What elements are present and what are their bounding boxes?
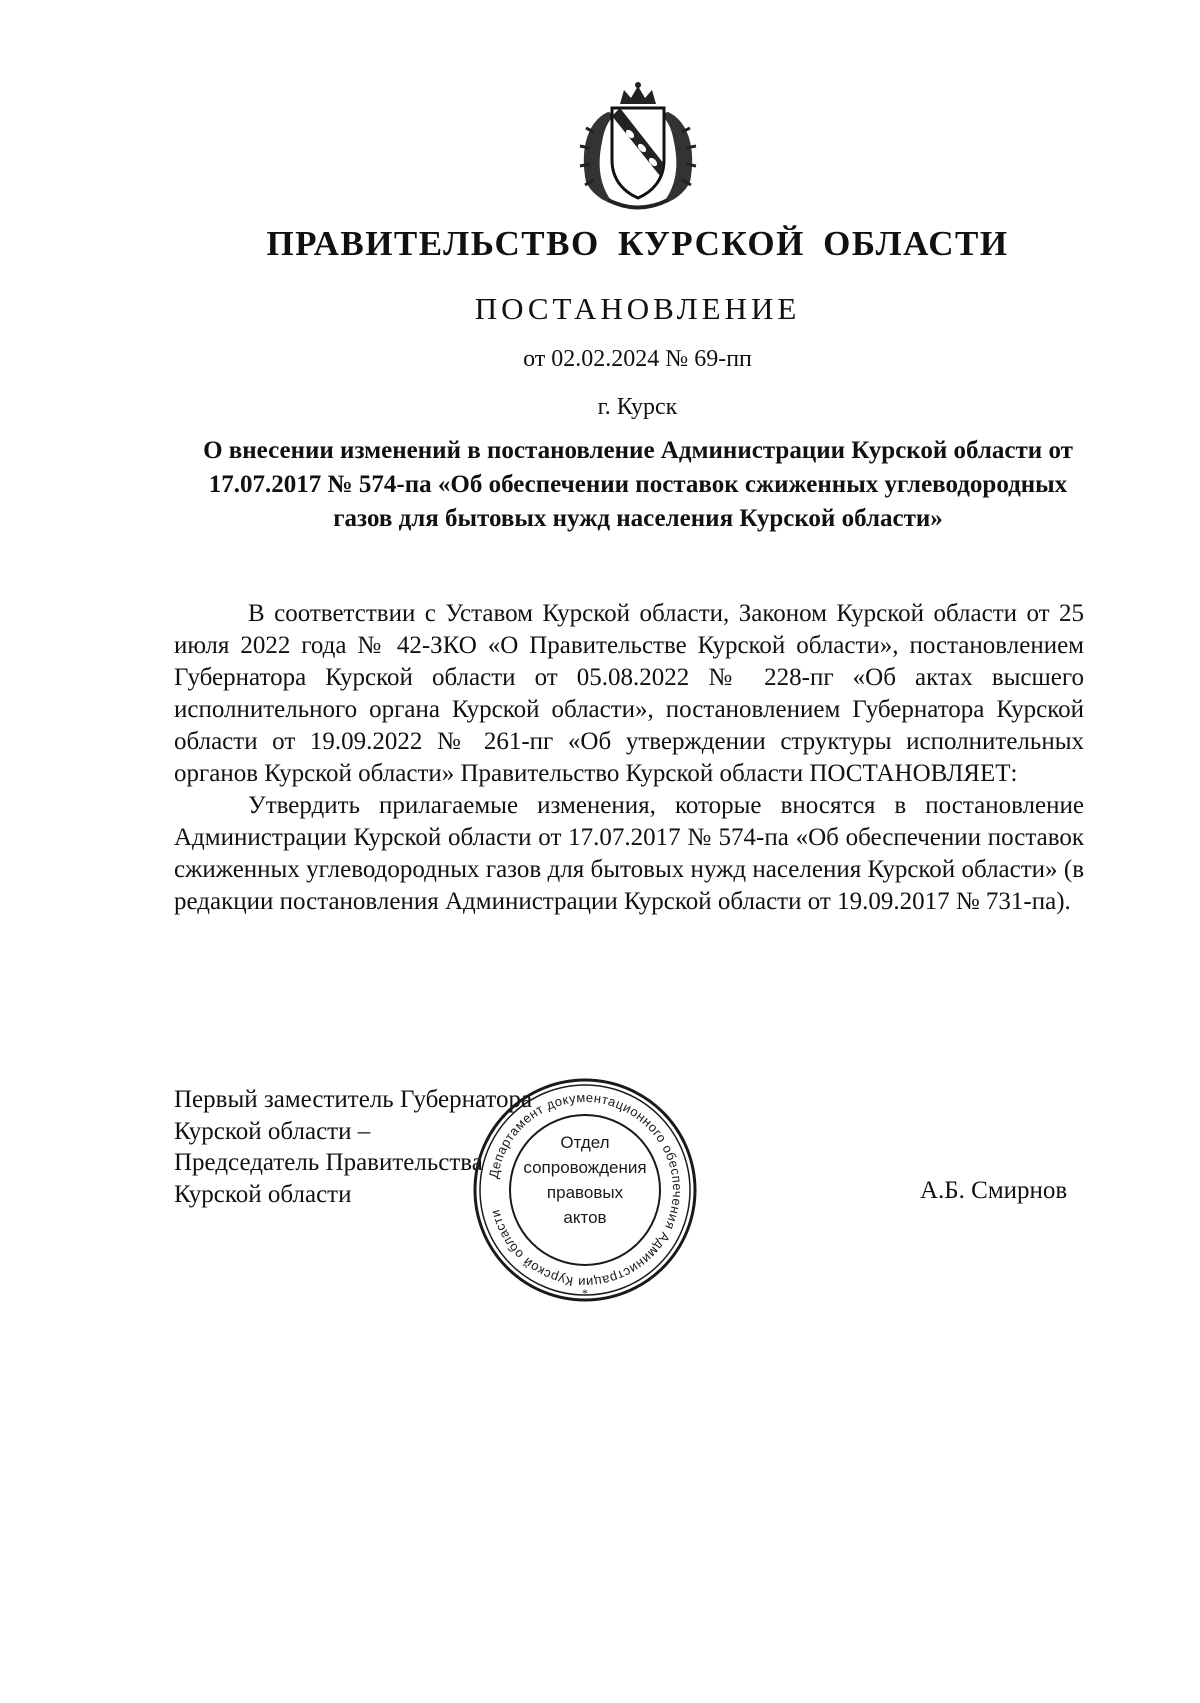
stamp-center-line: сопровождения: [523, 1158, 647, 1177]
stamp-center-line: правовых: [546, 1183, 624, 1202]
signer-position-line: Председатель Правительства: [174, 1149, 483, 1176]
organization-title: ПРАВИТЕЛЬСТВО КУРСКОЙ ОБЛАСТИ: [266, 224, 1009, 263]
document-city: г. Курск: [597, 394, 678, 420]
stamp-ring-text: Департамент документационного обеспечения Администрации Курской области: [485, 1089, 686, 1291]
stamp-star-icon: *: [582, 1286, 588, 1300]
signer-position-line: Курской области: [174, 1180, 352, 1208]
stamp-center-line: Отдел: [560, 1133, 610, 1152]
signer-position-line: Первый заместитель Губернатора: [174, 1086, 533, 1113]
stamp-center-text: [520, 1130, 650, 1230]
signer-name: А.Б. Смирнов: [920, 1177, 1068, 1204]
document-subject: О внесении изменений в постановление Администрации Курской области от 17.07.2017 № 574-па «Об обеспечении поставок сжиженных углеводородных газов для бытовых нужд населения Курской области»: [203, 437, 1073, 532]
document-date-number: от 02.02.2024 № 69-пп: [523, 346, 752, 372]
document-type: ПОСТАНОВЛЕНИЕ: [474, 291, 801, 326]
stamp-center-line: актов: [563, 1208, 607, 1227]
document-body: [174, 598, 1084, 918]
kursk-coat-of-arms-icon: [568, 82, 708, 212]
signer-position-line: Курской области –: [174, 1117, 371, 1145]
body-paragraph-2: Утвердить прилагаемые изменения, которые вносятся в постановление Администрации Курской области от 17.07.2017 № 574-па «Об обеспечении поставок сжиженных углеводородных газов для бытовых нужд населения Курской области» (в редакции постановления Администрации Курской области от 19.09.2017 № 731-па).: [174, 792, 1084, 915]
body-paragraph-1: В соответствии с Уставом Курской области, Законом Курской области от 25 июля 2022 года № 42-ЗКО «О Правительстве Курской области», постановлением Губернатора Курской области от 05.08.2022 № 228-пг «Об актах высшего исполнительного органа Курской области», постановлением Губернатора Курской области от 19.09.2022 № 261-пг «Об утверждении структуры исполнительных органов Курской области» Правительство Курской области ПОСТАНОВЛЯЕТ:: [174, 600, 1084, 787]
